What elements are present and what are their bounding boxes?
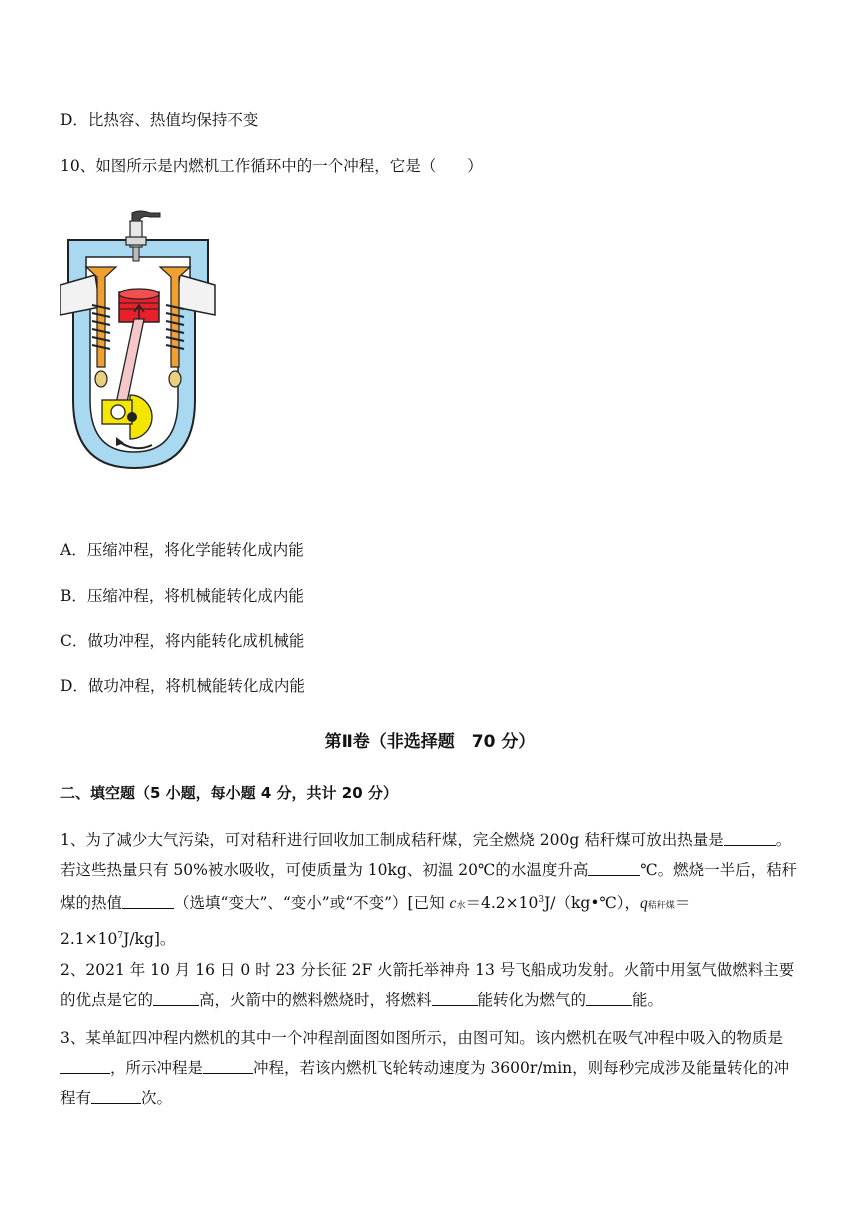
q10-option-b: B．压缩冲程，将机械能转化成内能 [60,587,304,605]
answer-blank[interactable] [588,859,640,876]
q10-option-c: C．做功冲程，将内能转化成机械能 [60,632,305,650]
answer-blank[interactable] [724,829,776,846]
fill-question-2: 2、2021 年 10 月 16 日 0 时 23 分长征 2F 火箭托举神舟 13 号飞船成功发射。火箭中用氢气做燃料主要的优点是它的 高，火箭中的燃料燃烧时，将燃料 能转化为燃气的 能。 [60,961,795,1009]
answer-blank[interactable] [91,1087,141,1104]
answer-blank[interactable] [203,1057,253,1074]
engine-cross-section-figure [60,205,220,475]
q10-option-a: A．压缩冲程，将化学能转化成内能 [60,541,304,559]
q9-option-d: D．比热容、热值均保持不变 [60,111,259,129]
section-title: 第Ⅱ卷（非选择题 70 分） [324,732,536,752]
part-title: 二、填空题（5 小题，每小题 4 分，共计 20 分） [60,784,398,802]
q10-stem: 10、如图所示是内燃机工作循环中的一个冲程，它是（ ） [60,157,483,175]
fill-question-1: 1、为了减少大气污染，可对秸秆进行回收加工制成秸秆煤，完全燃烧 200g 秸秆煤可放出热量是 。若这些热量只有 50%被水吸收，可使质量为 10kg、初温 20℃的水温度升高 ℃。燃烧一半后，秸秆煤的热值 （选填“变大”、“变小”或“不变”）[已知 c水$=4.2\times 10^3J/(kg•℃)$，q秸秆煤$=2.1\times 10^7J/kg$]。 [60,831,798,948]
answer-blank[interactable] [586,989,632,1006]
q10-option-d: D．做功冲程，将机械能转化成内能 [60,677,305,695]
answer-blank[interactable] [122,892,174,909]
answer-blank[interactable] [60,1057,110,1074]
fill-question-3: 3、某单缸四冲程内燃机的其中一个冲程剖面图如图所示，由图可知。该内燃机在吸气冲程中吸入的物质是，所示冲程是 冲程，若该内燃机飞轮转动速度为 3600r/min，则每秒完成涉及能量转化的冲程有 次。 [60,1029,790,1107]
answer-blank[interactable] [153,989,199,1006]
answer-blank[interactable] [432,989,478,1006]
